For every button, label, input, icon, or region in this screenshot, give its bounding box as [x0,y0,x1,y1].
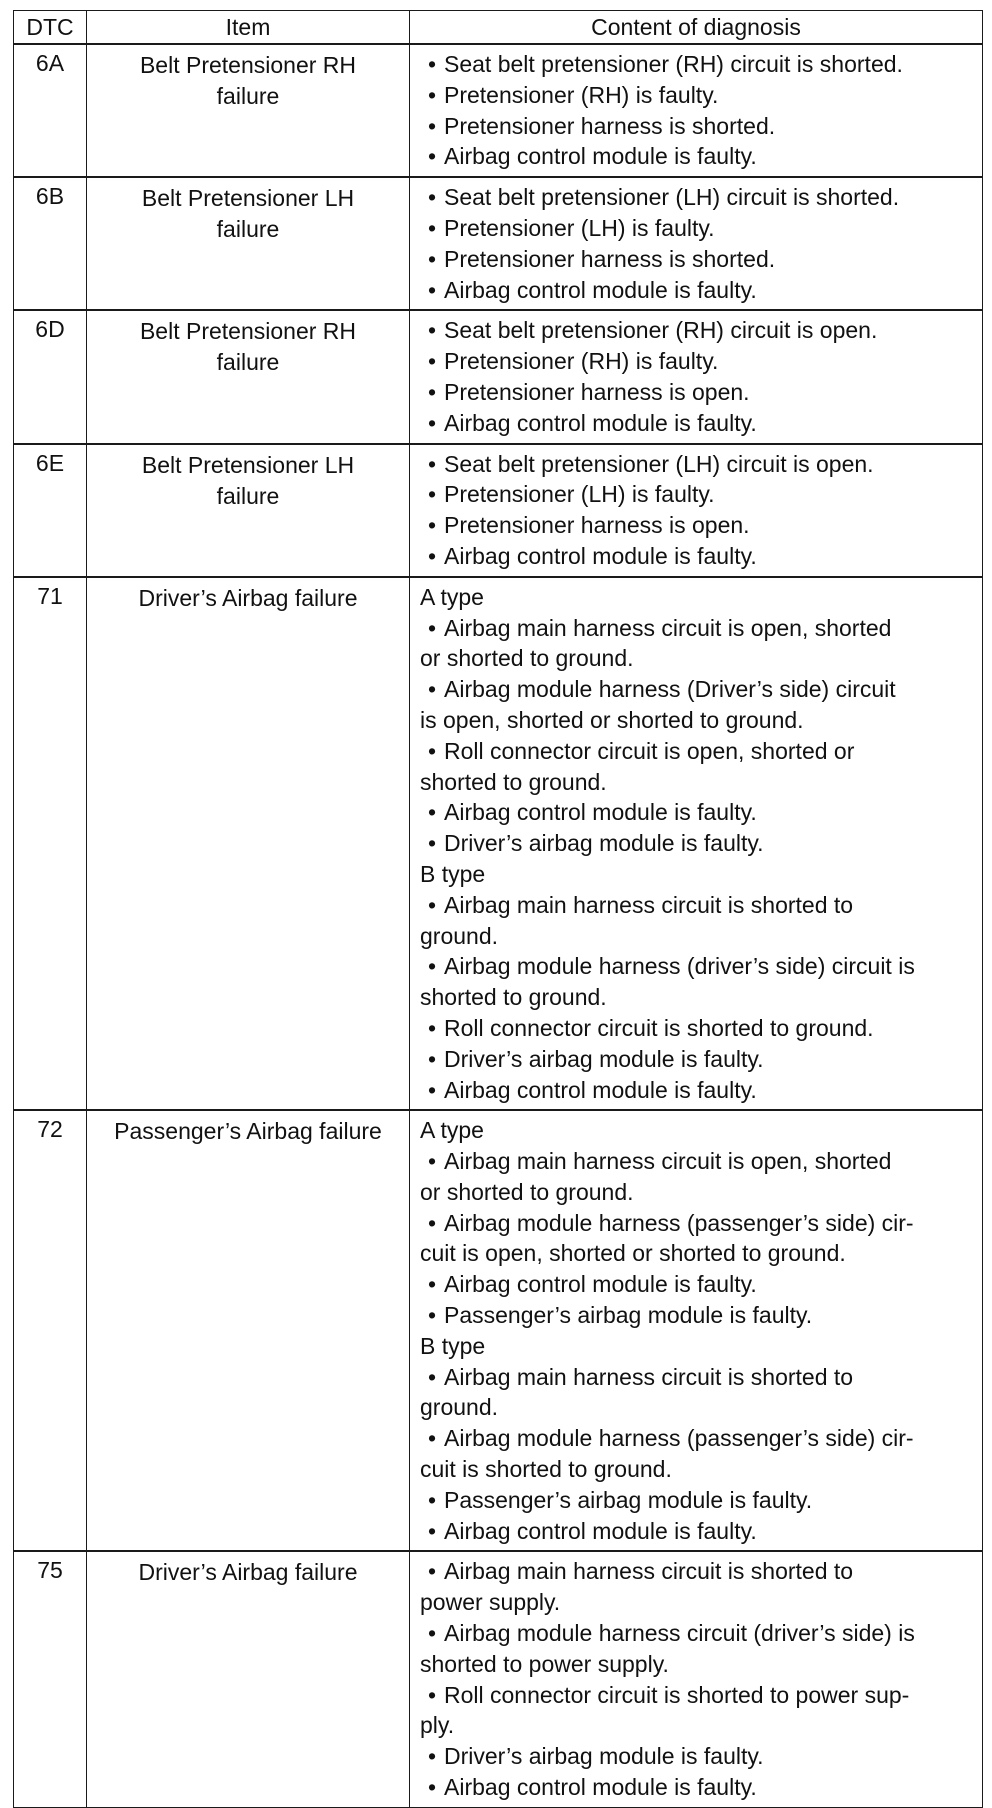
dtc-code: 75 [14,1551,87,1807]
diagnosis-bullet: • Pretensioner (LH) is faulty. [420,213,978,244]
diagnosis-bullet: • Pretensioner (LH) is faulty. [420,479,978,510]
item-text: Passenger’s Airbag failure [114,1118,382,1145]
diagnosis-continuation: shorted to ground. [420,768,607,795]
diagnosis-bullet: • Airbag main harness circuit is open, shorted [420,1146,978,1177]
diagnosis-bullet: • Roll connector circuit is shorted to power sup- [420,1680,978,1711]
diagnosis-bullet: • Pretensioner harness is open. [420,510,978,541]
diagnosis-bullet: • Seat belt pretensioner (LH) circuit is open. [420,449,978,480]
dtc-diagnosis-table [13,10,983,1808]
diagnosis-bullet: • Passenger’s airbag module is faulty. [420,1300,978,1331]
header-content: Content of diagnosis [410,11,983,45]
diagnosis-continuation: or shorted to ground. [420,1178,634,1205]
diagnosis-bullet: • Driver’s airbag module is faulty. [420,1741,978,1772]
diagnosis-bullet: • Airbag control module is faulty. [420,408,978,439]
diagnosis-bullet: • Airbag module harness (driver’s side) circuit is [420,951,978,982]
diagnosis-bullet: • Airbag main harness circuit is shorted to [420,890,978,921]
item-text: Belt Pretensioner RH [139,52,357,78]
diagnosis-bullet: • Roll connector circuit is open, shorted or [420,736,978,767]
type-label: B type [420,860,486,887]
diagnosis-bullet: • Driver’s airbag module is faulty. [420,1044,978,1075]
header-row [14,11,983,45]
diagnosis-continuation: shorted to ground. [420,984,607,1011]
item-text: Driver’s Airbag failure [138,1559,358,1586]
diagnosis-continuation: or shorted to ground. [420,645,634,672]
diagnosis-bullet: • Airbag module harness (Driver’s side) circuit [420,674,978,705]
diagnosis-bullet: • Pretensioner harness is shorted. [420,111,978,142]
item-text: failure [216,482,280,509]
dtc-code: 6B [14,177,87,310]
item-text: Driver’s Airbag failure [138,584,358,611]
diagnosis-bullet: • Airbag control module is faulty. [420,1772,978,1803]
diagnosis-continuation: power supply. [420,1589,561,1616]
table-row [14,577,983,1111]
diagnosis-bullet: • Airbag main harness circuit is shorted to [420,1556,978,1587]
table-row [14,1110,983,1551]
diagnosis-continuation: ground. [420,1394,499,1421]
diagnosis-bullet: • Airbag control module is faulty. [420,541,978,572]
diagnosis-bullet: • Airbag main harness circuit is shorted to [420,1362,978,1393]
diagnosis-content [410,310,983,443]
diagnosis-continuation: cuit is shorted to ground. [420,1456,672,1483]
diagnosis-bullet: • Seat belt pretensioner (LH) circuit is shorted. [420,182,978,213]
diagnosis-bullet: • Pretensioner (RH) is faulty. [420,80,978,111]
item-cell [87,1110,410,1551]
dtc-code: 71 [14,577,87,1111]
item-cell [87,1551,410,1807]
type-label: B type [420,1332,486,1359]
table-row [14,444,983,577]
diagnosis-bullet: • Passenger’s airbag module is faulty. [420,1485,978,1516]
item-cell [87,44,410,177]
diagnosis-bullet: • Airbag main harness circuit is open, shorted [420,613,978,644]
diagnosis-bullet: • Seat belt pretensioner (RH) circuit is shorted. [420,49,978,80]
diagnosis-bullet: • Airbag module harness circuit (driver’s side) is [420,1618,978,1649]
diagnosis-bullet: • Airbag control module is faulty. [420,797,978,828]
diagnosis-bullet: • Seat belt pretensioner (RH) circuit is open. [420,315,978,346]
dtc-code: 72 [14,1110,87,1551]
diagnosis-content [410,177,983,310]
diagnosis-content [410,1551,983,1807]
dtc-code: 6A [14,44,87,177]
dtc-code: 6D [14,310,87,443]
diagnosis-continuation: cuit is open, shorted or shorted to ground. [420,1240,846,1267]
diagnosis-content [410,1110,983,1551]
diagnosis-bullet: • Roll connector circuit is shorted to ground. [420,1013,978,1044]
diagnosis-content [410,44,983,177]
diagnosis-bullet: • Airbag module harness (passenger’s side) cir- [420,1208,978,1239]
item-text: Belt Pretensioner LH [141,185,355,212]
diagnosis-bullet: • Pretensioner harness is open. [420,377,978,408]
diagnosis-bullet: • Airbag control module is faulty. [420,141,978,172]
header-dtc: DTC [14,11,87,45]
diagnosis-continuation: ply. [420,1712,455,1739]
diagnosis-continuation: is open, shorted or shorted to ground. [420,706,804,733]
diagnosis-bullet: • Airbag control module is faulty. [420,1075,978,1106]
item-text: failure [216,216,280,243]
type-label: A type [420,583,484,610]
diagnosis-bullet: • Airbag module harness (passenger’s side) cir- [420,1423,978,1454]
item-cell [87,177,410,310]
item-text: Belt Pretensioner RH [139,318,357,345]
item-text: Belt Pretensioner LH [141,451,355,478]
diagnosis-content [410,577,983,1111]
dtc-code: 6E [14,444,87,577]
table-row [14,310,983,443]
diagnosis-bullet: • Airbag control module is faulty. [420,1516,978,1547]
item-cell [87,444,410,577]
item-text: failure [216,349,280,376]
table-header [14,11,983,45]
table-row [14,177,983,310]
diagnosis-bullet: • Pretensioner (RH) is faulty. [420,346,978,377]
table-row [14,44,983,177]
item-text: failure [216,83,280,109]
diagnosis-bullet: • Airbag control module is faulty. [420,1269,978,1300]
diagnosis-continuation: shorted to power supply. [420,1650,669,1677]
table-row [14,1551,983,1807]
diagnosis-continuation: ground. [420,922,499,949]
diagnosis-bullet: • Pretensioner harness is shorted. [420,244,978,275]
header-item: Item [87,11,410,45]
item-cell [87,577,410,1111]
type-label: A type [420,1117,484,1144]
table-body [14,44,983,1807]
diagnosis-content [410,444,983,577]
item-cell [87,310,410,443]
diagnosis-bullet: • Airbag control module is faulty. [420,275,978,306]
diagnosis-bullet: • Driver’s airbag module is faulty. [420,828,978,859]
